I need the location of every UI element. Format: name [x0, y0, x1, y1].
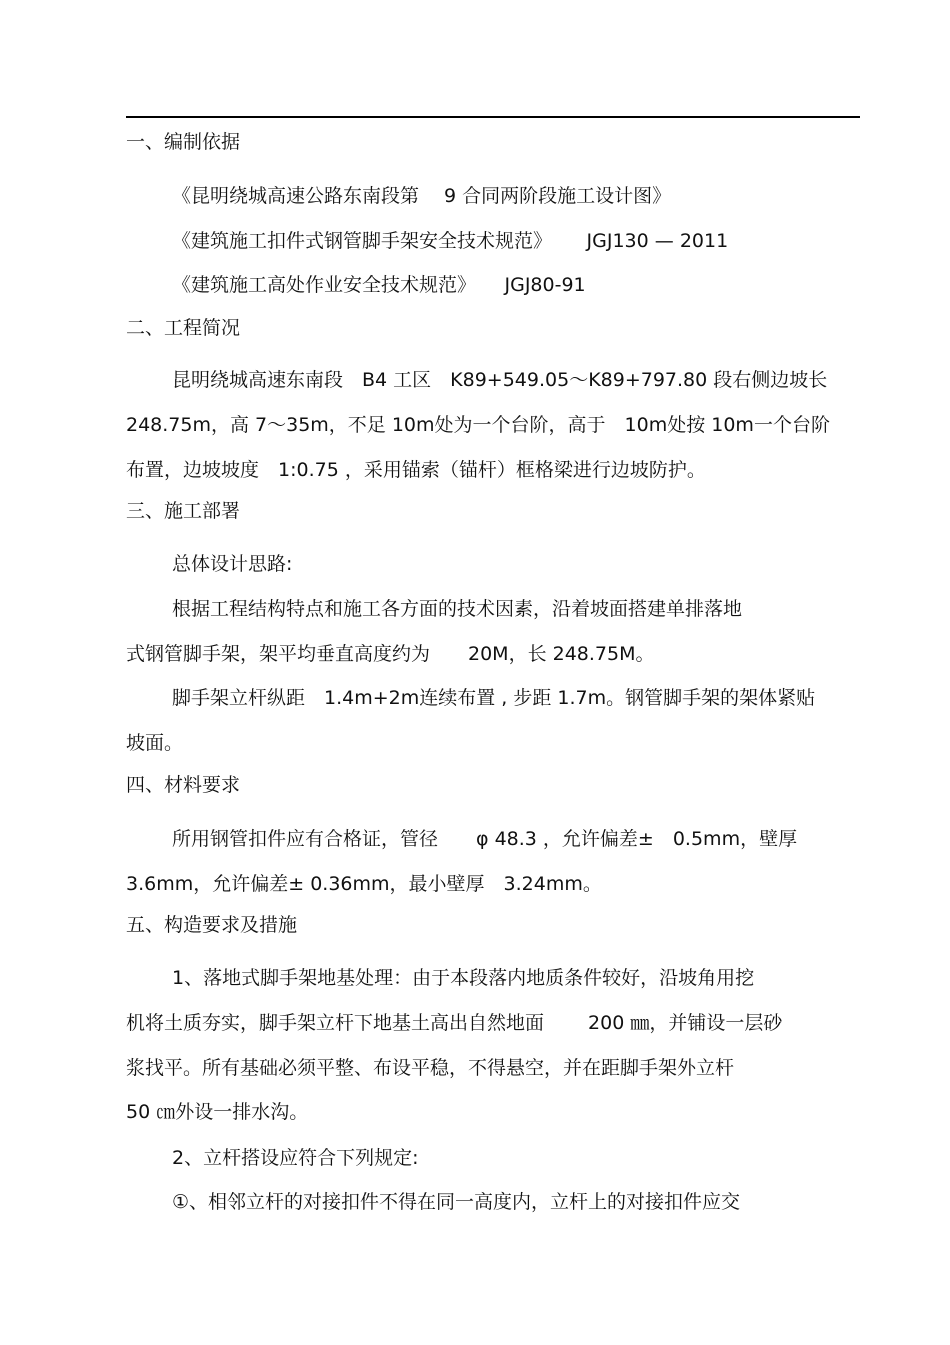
heading-basis: 一、编制依据: [126, 131, 241, 153]
paragraph-line: 3.6mm，允许偏差± 0.36mm，最小壁厚 3.24mm。: [126, 873, 602, 895]
heading-construction: 五、构造要求及措施: [126, 914, 298, 936]
ref-design-drawing: 《昆明绕城高速公路东南段第 9 合同两阶段施工设计图》: [172, 185, 672, 207]
header-rule: [126, 116, 860, 118]
heading-deployment: 三、施工部署: [126, 500, 241, 522]
paragraph-line: 昆明绕城高速东南段 B4 工区 K89+549.05～K89+797.80 段右侧边坡长: [172, 369, 828, 391]
paragraph-line: 2、立杆搭设应符合下列规定:: [172, 1147, 419, 1169]
paragraph-line: ①、相邻立杆的对接扣件不得在同一高度内，立杆上的对接扣件应交: [172, 1191, 741, 1213]
paragraph-line: 50 ㎝外设一排水沟。: [126, 1101, 309, 1123]
paragraph-line: 脚手架立杆纵距 1.4m+2m连续布置 , 步距 1.7m。钢管脚手架的架体紧贴: [172, 687, 816, 709]
heading-materials: 四、材料要求: [126, 774, 241, 796]
ref-scaffold-code: 《建筑施工扣件式钢管脚手架安全技术规范》 JGJ130 — 2011: [172, 230, 729, 252]
paragraph-line: 浆找平。所有基础必须平整、布设平稳，不得悬空，并在距脚手架外立杆: [126, 1057, 735, 1079]
paragraph-line: 坡面。: [126, 732, 184, 754]
paragraph-line: 1、落地式脚手架地基处理：由于本段落内地质条件较好，沿坡角用挖: [172, 967, 755, 989]
paragraph-line: 总体设计思路:: [172, 553, 293, 575]
paragraph-line: 布置，边坡坡度 1:0.75 ，采用锚索（锚杆）框格梁进行边坡防护。: [126, 459, 706, 481]
ref-height-work-code: 《建筑施工高处作业安全技术规范》 JGJ80-91: [172, 274, 586, 296]
paragraph-line: 248.75m，高 7～35m，不足 10m处为一个台阶，高于 10m处按 10m一个台阶: [126, 414, 830, 436]
paragraph-line: 所用钢管扣件应有合格证，管径 φ 48.3 ，允许偏差± 0.5mm，壁厚: [172, 828, 798, 850]
paragraph-line: 式钢管脚手架，架平均垂直高度约为 20M，长 248.75M。: [126, 643, 655, 665]
paragraph-line: 根据工程结构特点和施工各方面的技术因素，沿着坡面搭建单排落地: [172, 598, 743, 620]
paragraph-line: 机将土质夯实，脚手架立杆下地基土高出自然地面 200 ㎜，并铺设一层砂: [126, 1012, 783, 1034]
heading-overview: 二、工程简况: [126, 317, 241, 339]
